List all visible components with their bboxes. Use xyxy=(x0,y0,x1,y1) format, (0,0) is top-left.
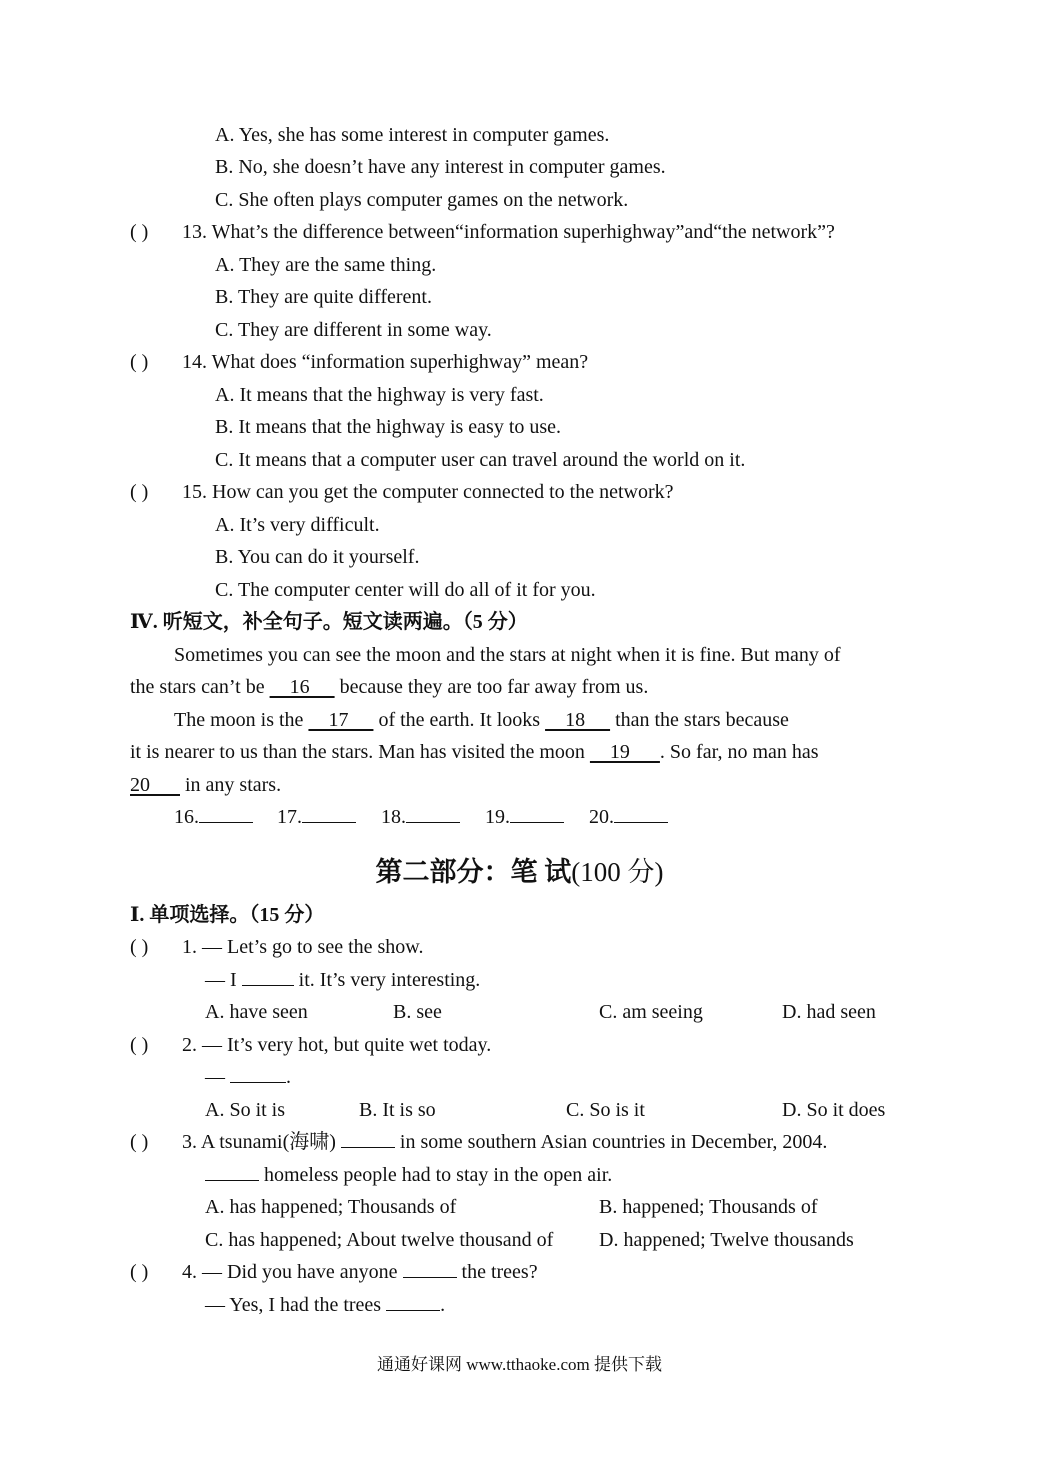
blank-16: 16 xyxy=(269,676,335,698)
blank-line[interactable] xyxy=(205,1162,259,1181)
w-q3-stem xyxy=(182,1129,827,1155)
w-q1-option-a: A. have seen xyxy=(205,1001,308,1023)
q14-option-c: C. It means that a computer user can travel around the world on it. xyxy=(215,449,746,471)
q12-option-a: A. Yes, she has some interest in computer games. xyxy=(215,124,610,146)
w-q4-stem xyxy=(182,1259,538,1285)
w-q3-option-b: B. happened; Thousands of xyxy=(599,1196,818,1218)
answer-line[interactable] xyxy=(302,804,356,823)
q14-paren: ( ) xyxy=(130,351,149,373)
stem-text: the trees? xyxy=(456,1261,538,1283)
passage-text: The moon is the xyxy=(174,709,309,731)
stem-text: 4. — Did you have anyone xyxy=(182,1261,403,1283)
w-q3-line2 xyxy=(205,1162,612,1188)
w-q2-stem: 2. — It’s very hot, but quite wet today. xyxy=(182,1034,492,1056)
answer-label: 18. xyxy=(381,806,406,828)
passage-line-4 xyxy=(130,739,819,765)
q13-paren: ( ) xyxy=(130,221,149,243)
q14-option-a: A. It means that the highway is very fast. xyxy=(215,384,544,406)
reply-text: . xyxy=(440,1294,446,1316)
stem-text: homeless people had to stay in the open air. xyxy=(259,1164,613,1186)
w-q3-paren: ( ) xyxy=(130,1131,149,1153)
stem-text: 3. A tsunami(海啸) xyxy=(182,1131,341,1153)
answer-line[interactable] xyxy=(199,804,253,823)
answer-20[interactable] xyxy=(589,804,668,830)
answer-17[interactable] xyxy=(277,804,356,830)
q15-stem: 15. How can you get the computer connected to the network? xyxy=(182,481,674,503)
passage-text: because they are too far away from us. xyxy=(334,676,649,698)
part2-title xyxy=(0,850,1039,889)
blank-20: 20 xyxy=(130,774,180,796)
q13-option-a: A. They are the same thing. xyxy=(215,254,437,276)
answer-label: 17. xyxy=(277,806,302,828)
page-footer: 通通好课网 www.tthaoke.com 提供下载 xyxy=(376,1355,663,1374)
blank-line[interactable] xyxy=(403,1259,457,1278)
w-q2-option-b: B. It is so xyxy=(359,1099,436,1121)
q12-option-c: C. She often plays computer games on the network. xyxy=(215,189,629,211)
blank-17: 17 xyxy=(308,709,374,731)
w-q3-option-d: D. happened; Twelve thousands xyxy=(599,1229,854,1251)
w-q2-paren: ( ) xyxy=(130,1034,149,1056)
passage-text: the stars can’t be xyxy=(130,676,270,698)
passage-line-2 xyxy=(130,674,648,700)
blank-line[interactable] xyxy=(386,1292,440,1311)
passage-text: . So far, no man has xyxy=(659,741,819,763)
blank-19: 19 xyxy=(589,741,660,763)
blank-line[interactable] xyxy=(230,1064,286,1083)
part2-title-score: (100 分) xyxy=(571,857,664,887)
answer-label: 16. xyxy=(174,806,199,828)
q15-option-a: A. It’s very difficult. xyxy=(215,514,380,536)
w-q1-reply xyxy=(205,967,480,993)
w-q2-option-c: C. So is it xyxy=(566,1099,645,1121)
w-q1-stem: 1. — Let’s go to see the show. xyxy=(182,936,424,958)
answer-16[interactable] xyxy=(174,804,253,830)
passage-line-1: Sometimes you can see the moon and the stars at night when it is fine. But many of xyxy=(174,644,841,666)
answer-18[interactable] xyxy=(381,804,460,830)
reply-text: — xyxy=(205,1066,230,1088)
section1-heading: Ⅰ. 单项选择。（15 分） xyxy=(130,904,325,926)
w-q3-option-a: A. has happened; Thousands of xyxy=(205,1196,457,1218)
reply-text: it. It’s very interesting. xyxy=(293,969,481,991)
w-q2-reply xyxy=(205,1064,291,1090)
w-q2-option-d: D. So it does xyxy=(782,1099,886,1121)
passage-text: in any stars. xyxy=(180,774,282,796)
q13-option-c: C. They are different in some way. xyxy=(215,319,492,341)
section4-heading: Ⅳ. 听短文，补全句子。短文读两遍。（5 分） xyxy=(130,611,528,633)
reply-text: — I xyxy=(205,969,242,991)
w-q1-option-c: C. am seeing xyxy=(599,1001,703,1023)
passage-text: than the stars because xyxy=(610,709,789,731)
blank-18: 18 xyxy=(545,709,611,731)
answer-19[interactable] xyxy=(485,804,564,830)
blank-line[interactable] xyxy=(242,967,294,986)
q14-stem: 14. What does “information superhighway” mean? xyxy=(182,351,589,373)
passage-text: it is nearer to us than the stars. Man has visited the moon xyxy=(130,741,590,763)
w-q1-option-d: D. had seen xyxy=(782,1001,876,1023)
part2-title-main: 第二部分：笔 试 xyxy=(375,857,572,887)
passage-line-5 xyxy=(130,772,281,798)
answer-label: 20. xyxy=(589,806,614,828)
passage-line-3 xyxy=(174,707,789,733)
passage-text: of the earth. It looks xyxy=(373,709,546,731)
blank-line[interactable] xyxy=(341,1129,395,1148)
w-q4-reply xyxy=(205,1292,445,1318)
answer-label: 19. xyxy=(485,806,510,828)
q12-option-b: B. No, she doesn’t have any interest in computer games. xyxy=(215,156,666,178)
q13-option-b: B. They are quite different. xyxy=(215,286,432,308)
stem-text: in some southern Asian countries in December, 2004. xyxy=(394,1131,828,1153)
w-q4-paren: ( ) xyxy=(130,1261,149,1283)
answer-line[interactable] xyxy=(614,804,668,823)
w-q3-option-c: C. has happened; About twelve thousand of xyxy=(205,1229,554,1251)
q15-paren: ( ) xyxy=(130,481,149,503)
reply-text: . xyxy=(286,1066,291,1088)
w-q1-option-b: B. see xyxy=(393,1001,442,1023)
answer-line[interactable] xyxy=(406,804,460,823)
reply-text: — Yes, I had the trees xyxy=(205,1294,387,1316)
q14-option-b: B. It means that the highway is easy to use. xyxy=(215,416,562,438)
answer-line[interactable] xyxy=(510,804,564,823)
q13-stem: 13. What’s the difference between“information superhighway”and“the network”? xyxy=(182,221,835,243)
w-q1-paren: ( ) xyxy=(130,936,149,958)
w-q2-option-a: A. So it is xyxy=(205,1099,286,1121)
q15-option-c: C. The computer center will do all of it for you. xyxy=(215,579,596,601)
q15-option-b: B. You can do it yourself. xyxy=(215,546,420,568)
